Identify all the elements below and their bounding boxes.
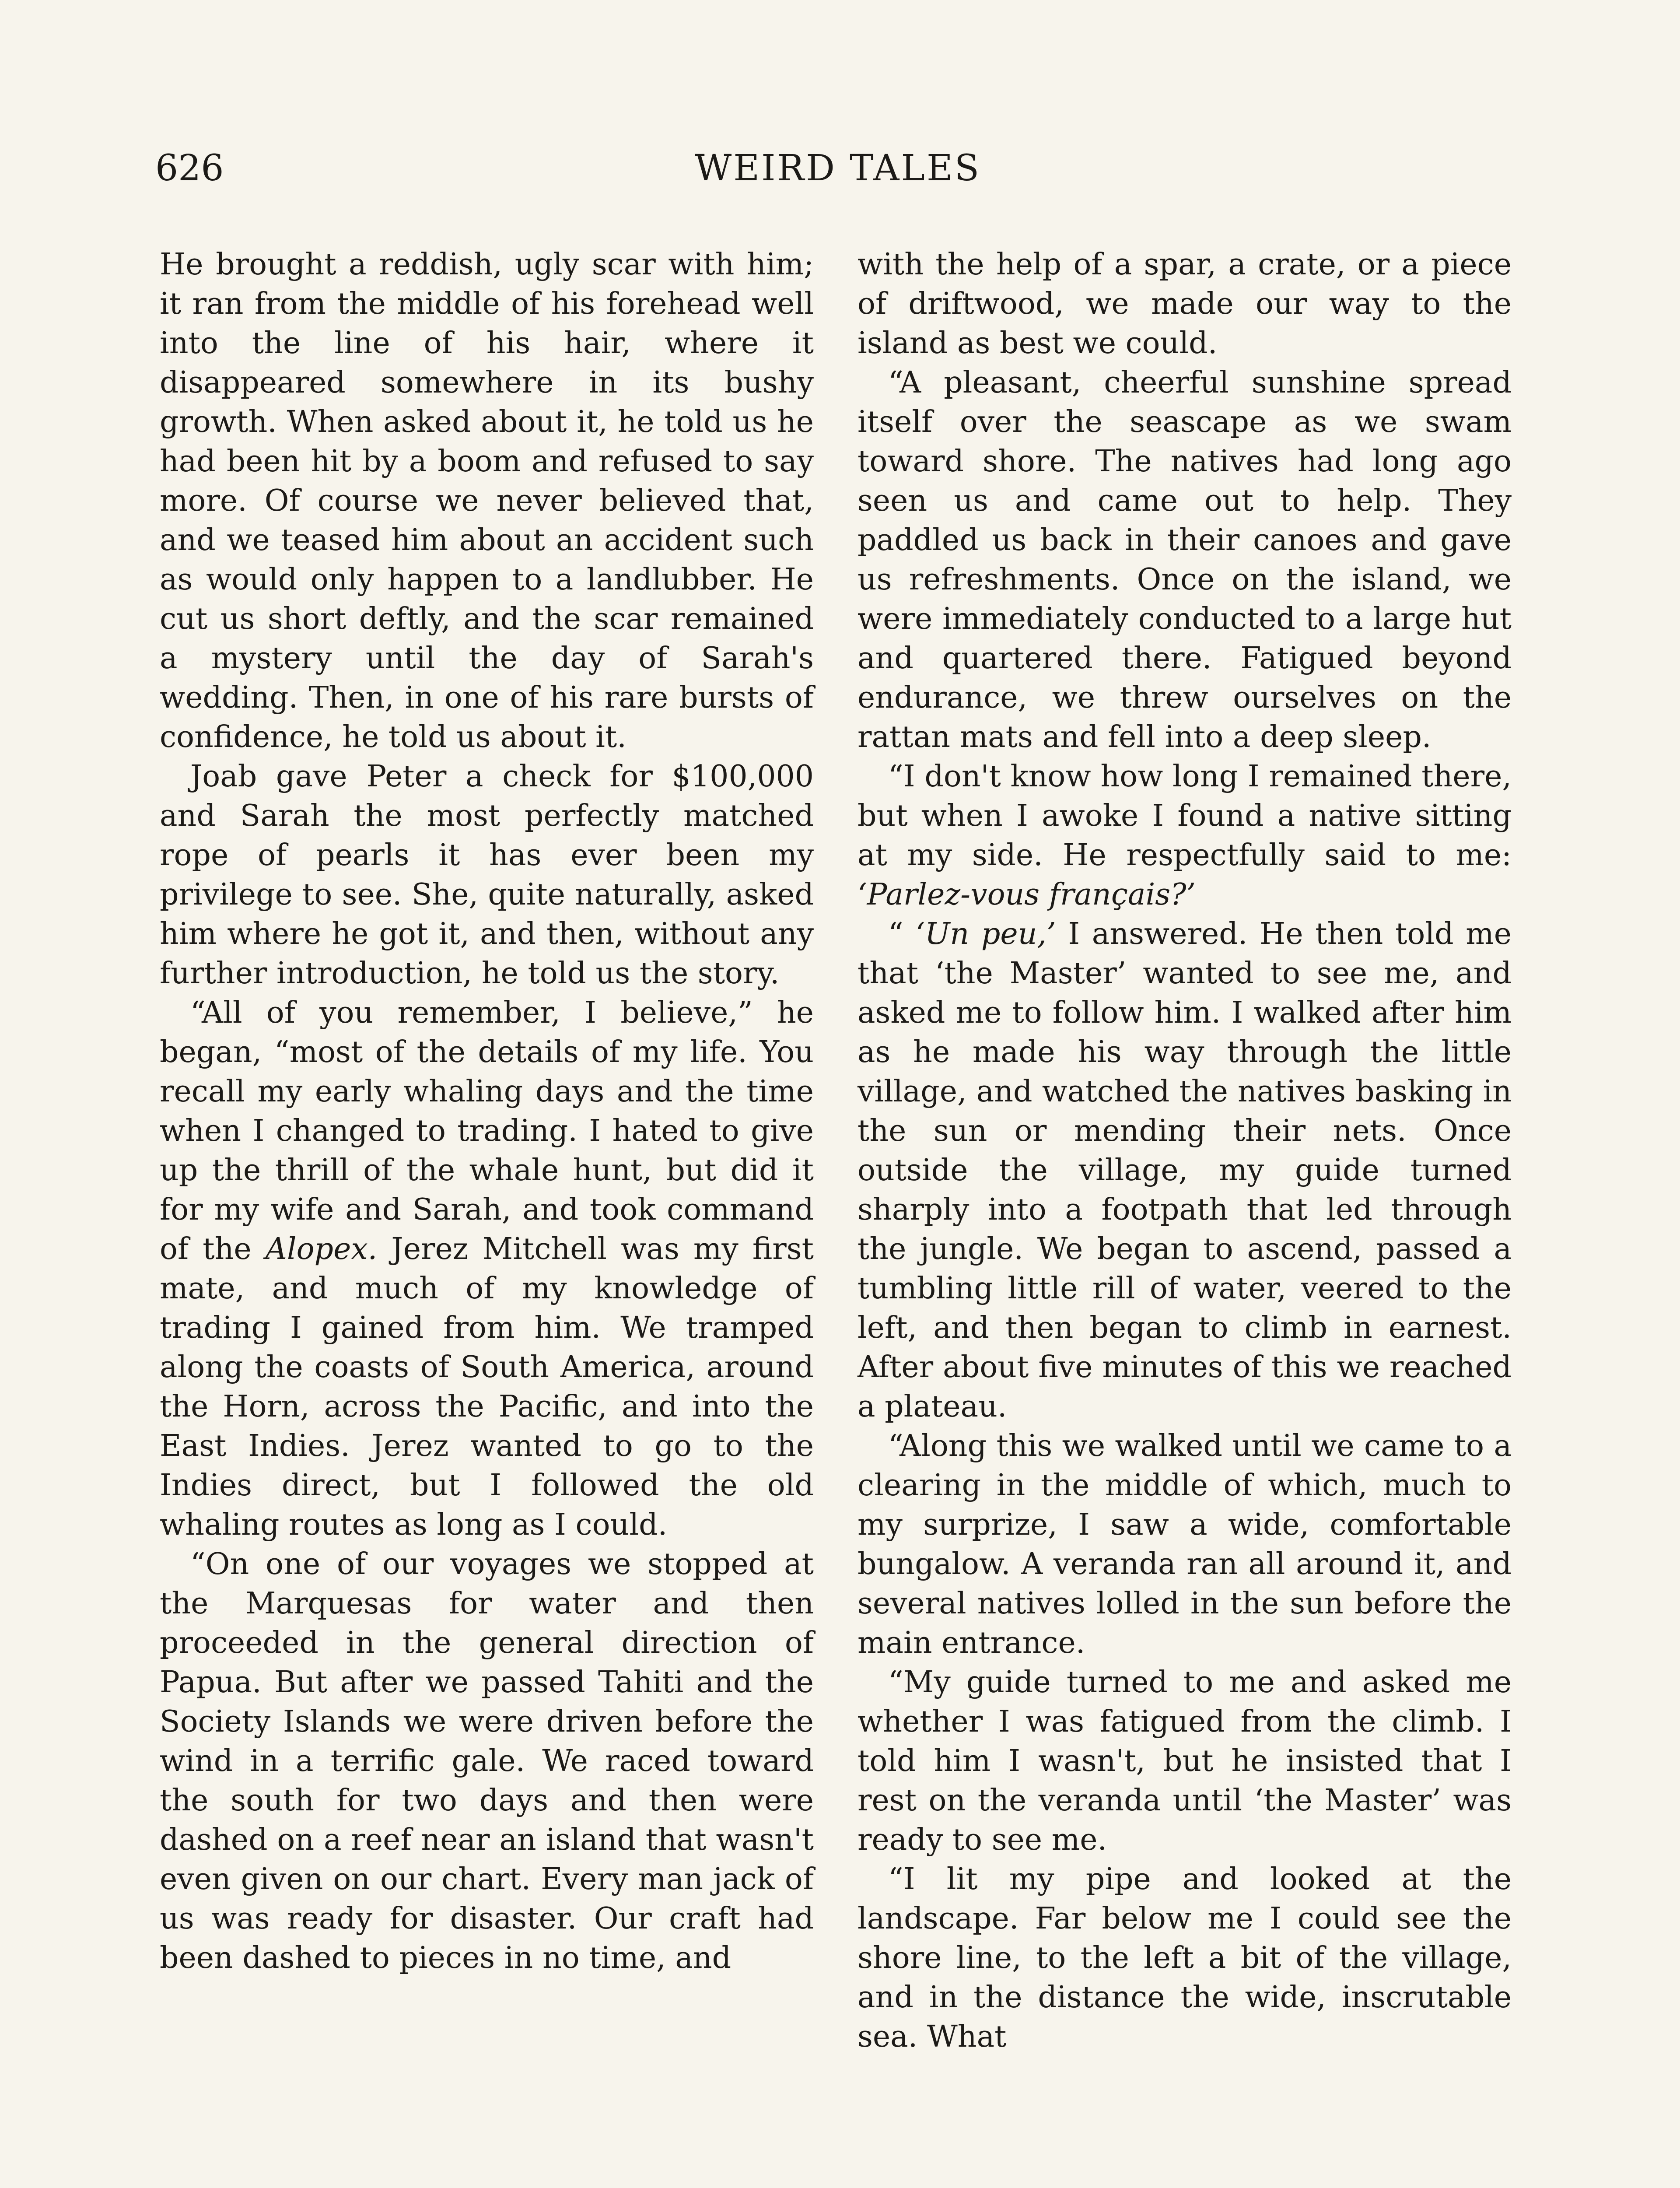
page-number: 626 bbox=[155, 147, 224, 189]
paragraph: He brought a reddish, ugly scar with him; it ran from the middle of his forehead well into the line of his hair, where it disappeared somewhere in its bushy growth. When asked about it, he told us he had been hit by a boom and refused to say more. Of course we never believed that, and we teased him about an accident such as would only happen to a landlubber. He cut us short deftly, and the scar remained a mystery until the day of Sarah's wedding. Then, in one of his rare bursts of confidence, he told us about it. bbox=[160, 247, 814, 754]
right-column bbox=[858, 245, 1512, 2057]
paragraph-text: “I don't know how long I remained there, but when I awoke I found a native sitting at my side. He respectfully said to me: bbox=[858, 759, 1512, 873]
french-quote: ‘Parlez-vous français?’ bbox=[858, 877, 1196, 912]
paragraph: Joab gave Peter a check for $100,000 and Sarah the most perfectly matched rope of pearls it has ever been my privilege to see. She, quite naturally, asked him where he got it, and then, without any further introduction, he told us the story. bbox=[160, 759, 814, 991]
paragraph: “A pleasant, cheerful sunshine spread itself over the seascape as we swam toward shore. The natives had long ago seen us and came out to help. They paddled us back in their canoes and gave us refreshments. Once on the island, we were immediately conducted to a large hut and quartered there. Fatigued beyond endurance, we threw ourselves on the rattan mats and fell into a deep sleep. bbox=[858, 365, 1512, 754]
paragraph: “My guide turned to me and asked me whether I was fatigued from the climb. I told him I wasn't, but he insisted that I rest on the veranda until ‘the Master’ was ready to see me. bbox=[858, 1665, 1512, 1857]
page-header bbox=[155, 144, 1520, 193]
paragraph: with the help of a spar, a crate, or a piece of driftwood, we made our way to the island as best we could. bbox=[858, 247, 1512, 361]
paragraph bbox=[858, 915, 1512, 1427]
paragraph bbox=[160, 993, 814, 1545]
paragraph-text: I answered. He then told me that ‘the Master’ wanted to see me, and asked me to follow him. I walked after him as he made his way through the little village, and watched the natives basking in the sun or mending their nets. Once outside the village, my guide turned sharply into a footpath that led through the jungle. We began to ascend, passed a tumbling little rill of water, veered to the left, and then began to climb in earnest. After about five minutes of this we reached a plateau. bbox=[858, 917, 1512, 1424]
left-column bbox=[160, 245, 814, 1978]
paragraph: “Along this we walked until we came to a clearing in the middle of which, much to my surprize, I saw a wide, comfortable bungalow. A veranda ran all around it, and several natives lolled in the sun before the main entrance. bbox=[858, 1429, 1512, 1660]
paragraph-text: Jerez Mitchell was my first mate, and much of my knowledge of trading I gained from him. We tramped along the coasts of South America, around the Horn, across the Pacific, and into the East Indies. Jerez wanted to go to the Indies direct, but I followed the old whaling routes as long as I could. bbox=[160, 1232, 814, 1542]
french-reply: ‘Un peu,’ bbox=[915, 917, 1056, 951]
ship-name: Alopex. bbox=[265, 1232, 378, 1266]
paragraph: “I lit my pipe and looked at the landscape. Far below me I could see the shore line, to the left a bit of the village, and in the distance the wide, inscrutable sea. What bbox=[858, 1862, 1512, 2054]
open-quote: “ bbox=[888, 917, 916, 951]
paragraph bbox=[858, 757, 1512, 915]
paragraph-text: “All of you remember, I believe,” he began, “most of the details of my life. You recall my early whaling days and the time when I changed to trading. I hated to give up the thrill of the whale hunt, but did it for my wife and Sarah, and took command of the bbox=[160, 996, 814, 1266]
paragraph: “On one of our voyages we stopped at the Marquesas for water and then proceeded in the general direction of Papua. But after we passed Tahiti and the Society Islands we were driven before the wind in a terrific gale. We raced toward the south for two days and then were dashed on a reef near an island that wasn't even given on our chart. Every man jack of us was ready for disaster. Our craft had been dashed to pieces in no time, and bbox=[160, 1547, 814, 1975]
running-head: WEIRD TALES bbox=[695, 147, 981, 189]
